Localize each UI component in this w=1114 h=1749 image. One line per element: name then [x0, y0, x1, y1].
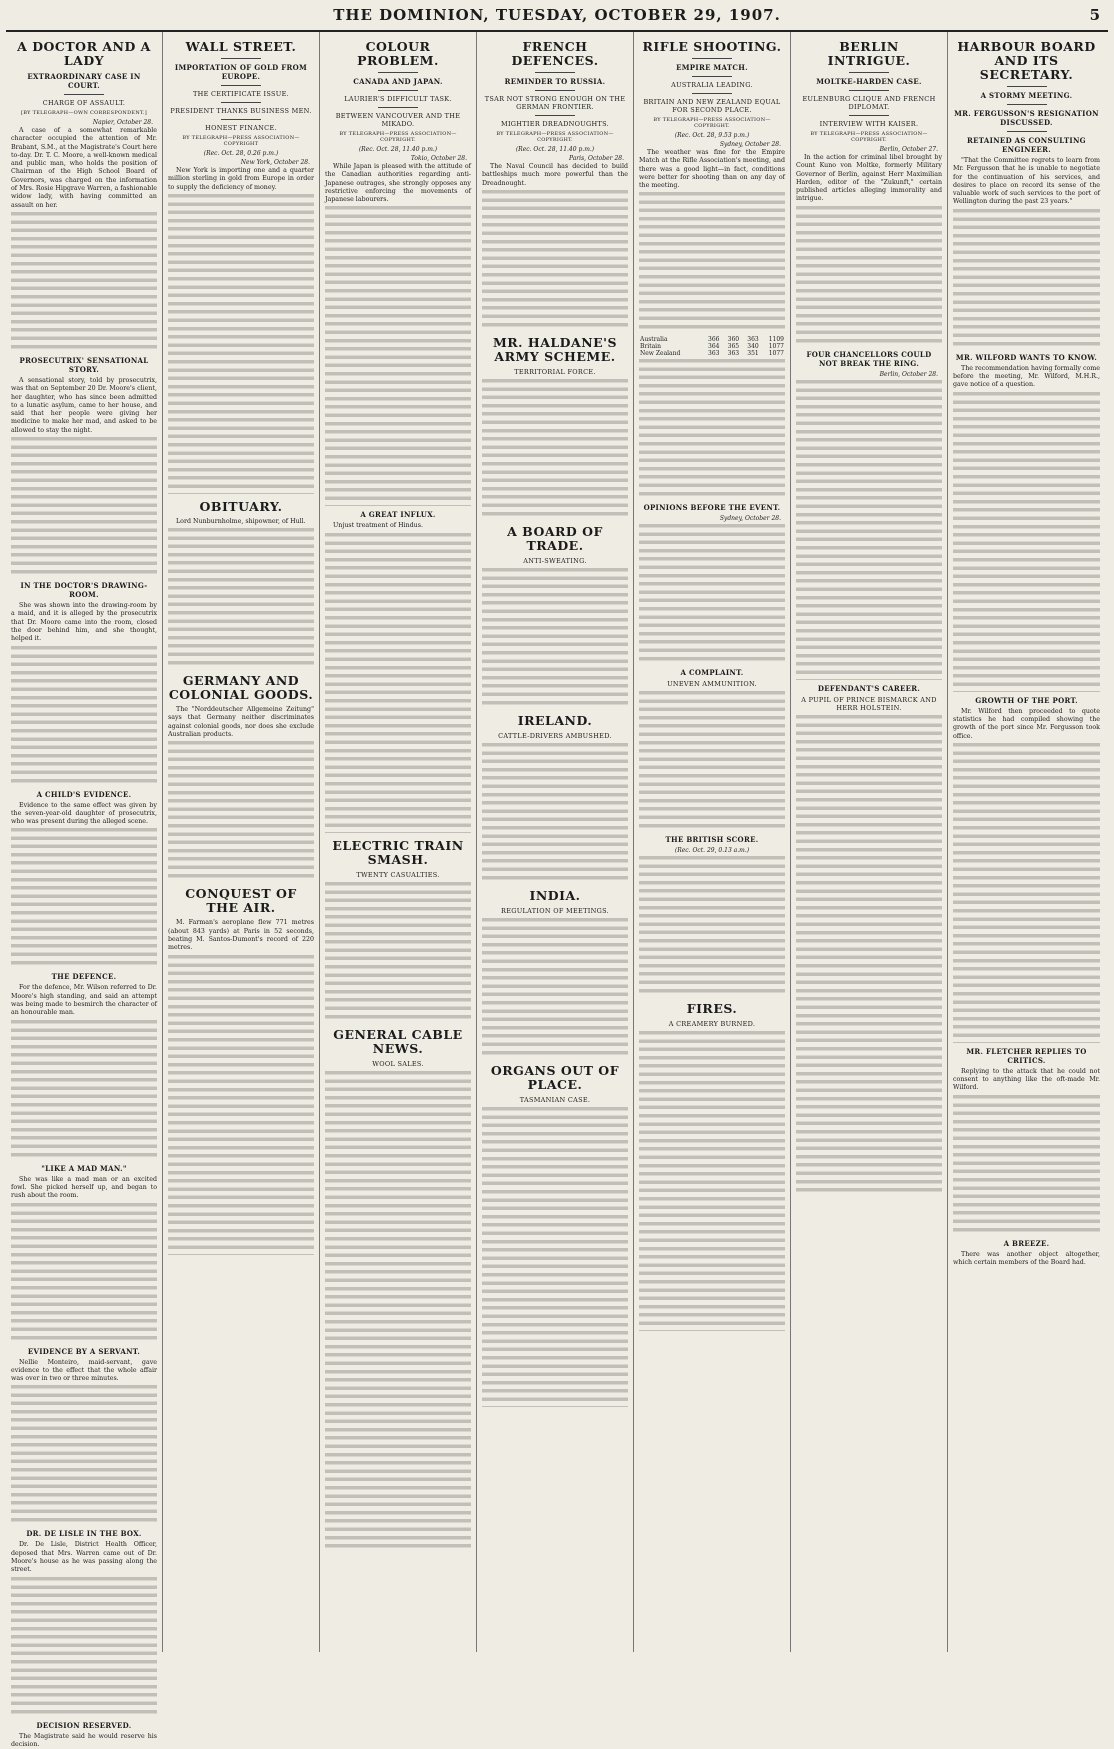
section-title: A BREEZE.: [1003, 1238, 1050, 1248]
scores-table: [639, 336, 785, 357]
score-cell: 363: [747, 336, 759, 344]
deck: THE CERTIFICATE ISSUE.: [192, 90, 289, 98]
credit-line: BY TELEGRAPH—PRESS ASSOCIATION—COPYRIGHT.: [810, 131, 928, 143]
section-title: GERMANY AND COLONIAL GOODS.: [168, 673, 314, 703]
deck: INTERVIEW WITH KAISER.: [819, 120, 919, 128]
score-cell: 363: [727, 350, 740, 358]
column-harbour-board: [948, 32, 1105, 1652]
deck: BRITAIN AND NEW ZEALAND EQUAL FOR SECOND PLACE.: [643, 98, 781, 114]
section-text: ANTI-SWEATING.: [523, 556, 587, 565]
section-title: DEFENDANT'S CAREER.: [817, 683, 921, 693]
table-row: [639, 336, 785, 343]
headline: HARBOUR BOARD AND ITS SECRETARY.: [957, 39, 1096, 82]
headline: BERLIN INTRIGUE.: [827, 39, 911, 68]
section-title: ORGANS OUT OF PLACE.: [490, 1062, 620, 1092]
credit-line: BY TELEGRAPH—PRESS ASSOCIATION—COPYRIGHT.: [496, 131, 614, 143]
team-name: Australia: [640, 336, 668, 344]
headline: FRENCH DEFENCES.: [511, 39, 599, 68]
deck: CHARGE OF ASSAULT.: [42, 99, 126, 107]
score-cell: 360: [727, 336, 740, 344]
deck: AUSTRALIA LEADING.: [671, 81, 753, 89]
team-name: Britain: [640, 343, 661, 351]
received-line: (Rec. Oct. 28, 11.40 p.m.): [515, 146, 595, 153]
section-title: A BOARD OF TRADE.: [507, 523, 603, 553]
received-line: (Rec. Oct. 28, 9.53 p.m.): [674, 132, 750, 139]
deck: MIGHTIER DREADNOUGHTS.: [500, 120, 610, 128]
section-title: MR. FLETCHER REPLIES TO CRITICS.: [966, 1046, 1087, 1065]
section-title: OBITUARY.: [199, 498, 283, 514]
article-lead: New York is importing one and a quarter million sterling in gold from Europe in order to supply the deficiency of money.: [168, 167, 314, 191]
team-name: New Zealand: [640, 350, 681, 358]
column-berlin-intrigue: [791, 32, 948, 1652]
section-text: TASMANIAN CASE.: [519, 1095, 591, 1104]
deck: LAURIER'S DIFFICULT TASK.: [344, 95, 452, 103]
table-row: [639, 343, 785, 350]
score-cell: 365: [727, 343, 740, 351]
received-line: (Rec. Oct. 28, 0.26 p.m.): [203, 150, 279, 157]
masthead-title: THE DOMINION, TUESDAY, OCTOBER 29, 1907.: [333, 6, 781, 24]
subheadline: IMPORTATION OF GOLD FROM EUROPE.: [174, 63, 308, 81]
section-title: GROWTH OF THE PORT.: [975, 695, 1078, 705]
received-line: (Rec. Oct. 28, 11.40 p.m.): [358, 146, 438, 153]
section-title: FOUR CHANCELLORS COULD NOT BREAK THE RING.: [806, 349, 932, 368]
page-number: 5: [1089, 6, 1100, 24]
headline: A DOCTOR AND A LADY: [17, 39, 151, 68]
section-title: THE BRITISH SCORE.: [665, 835, 759, 845]
section-text: Replying to the attack that he could not consent to anything like the oft-made Mr. Wilford.: [953, 1067, 1100, 1092]
deck: BETWEEN VANCOUVER AND THE MIKADO.: [335, 112, 461, 128]
section-title: A GREAT INFLUX.: [360, 510, 436, 520]
section-text: WOOL SALES.: [372, 1059, 424, 1068]
score-total: 1109: [768, 336, 784, 344]
section-text: The "Norddeutscher Allgemeine Zeitung" says that Germany neither discriminates against colonial goods, nor does she exclude Australian products.: [168, 706, 314, 739]
deck: PRESIDENT THANKS BUSINESS MEN.: [170, 107, 312, 115]
section-text: She was like a mad man or an excited fowl. She picked herself up, and began to rush about the room.: [11, 1175, 157, 1200]
section-text: The recommendation having formally come before the meeting, Mr. Wilford, M.H.R., gave notice of a question.: [953, 364, 1100, 389]
dateline: Paris, October 28.: [568, 155, 624, 162]
score-cell: 366: [708, 336, 720, 344]
section-title: DECISION RESERVED.: [36, 1720, 132, 1730]
section-title: PROSECUTRIX' SENSATIONAL STORY.: [19, 355, 149, 374]
section-text: Evidence to the same effect was given by the seven-year-old daughter of prosecutrix, who was present during the alleged scene.: [11, 801, 157, 826]
section-text: UNEVEN AMMUNITION.: [667, 680, 757, 689]
section-title: INDIA.: [529, 887, 581, 903]
subheadline: CANADA AND JAPAN.: [353, 77, 443, 86]
section-title: "LIKE A MAD MAN.": [41, 1163, 127, 1173]
section-text: Mr. Wilford then proceeded to quote statistics he had compiled showing the growth of the port since Mr. Fergusson took office.: [953, 707, 1100, 740]
deck: HONEST FINANCE.: [205, 124, 277, 132]
section-text: REGULATION OF MEETINGS.: [501, 906, 609, 915]
credit-line: BY TELEGRAPH—PRESS ASSOCIATION—COPYRIGHT.: [653, 117, 771, 129]
section-title: FIRES.: [686, 1001, 738, 1017]
section-title: DR. DE LISLE IN THE BOX.: [26, 1529, 142, 1539]
article-lead: In the action for criminal libel brought by Count Kuno von Moltke, formerly Military Governor of Berlin, against Herr Maximilian Harden, editor of the "Zukunft," certain published articles alleging immorality and intrigue.: [796, 154, 942, 203]
column-rifle-shooting: [634, 32, 791, 1652]
section-title: MR. HALDANE'S ARMY SCHEME.: [492, 334, 618, 364]
article-lead: A case of a somewhat remarkable character occupied the attention of Mr. Brabant, S.M., at the Magistrate's Court here to-day. Dr. T. C. Moore, a well-known medical and public man, who holds the position of Chairman of the High School Board of Governors, was charged on the information of Mrs. Rosie Hipgrave Warren, a fashionable widow lady, with having committed an assault on her.: [11, 127, 157, 209]
article-lead: The weather was fine for the Empire Match at the Rifle Association's meeting, and there was a good light—in fact, conditions were better for shooting than on any day of the meeting.: [639, 149, 785, 190]
section-title: CONQUEST OF THE AIR.: [185, 886, 297, 916]
credit-line: [BY TELEGRAPH—OWN CORRESPONDENT.]: [20, 110, 148, 116]
table-row: [639, 350, 785, 357]
deck: EULENBURG CLIQUE AND FRENCH DIPLOMAT.: [802, 95, 936, 111]
section-text: A sensational story, told by prosecutrix, was that on September 20 Dr. Moore's client, her daughter, who has since been admitted to a lunatic asylum, came to her house, and said that her people were giving her medicine to make her mad, and asked to be allowed to stay the night.: [11, 376, 157, 434]
section-title: GENERAL CABLE NEWS.: [333, 1026, 463, 1056]
dateline: Berlin, October 27.: [879, 146, 938, 153]
section-text: A PUPIL OF PRINCE BISMARCK AND HERR HOLSTEIN.: [801, 695, 937, 712]
section-text: (Rec. Oct. 29, 0.13 a.m.): [674, 847, 750, 855]
section-text: A CREAMERY BURNED.: [668, 1020, 756, 1029]
section-title: A CHILD'S EVIDENCE.: [36, 789, 132, 799]
headline: COLOUR PROBLEM.: [357, 39, 439, 68]
section-title: EVIDENCE BY A SERVANT.: [27, 1346, 141, 1356]
article-lead: While Japan is pleased with the attitude of the Canadian authorities regarding anti-Japanese outrages, she strongly opposes any restrictive enforcing the movements of Japanese labourers.: [325, 163, 471, 204]
section-text: Lord Nunburnholme, shipowner, of Hull.: [176, 517, 306, 525]
dateline: Napier, October 28.: [92, 119, 153, 126]
subheadline: A STORMY MEETING.: [980, 91, 1073, 100]
score-total: 1077: [768, 343, 784, 351]
article-lead: "That the Committee regrets to learn from Mr. Fergusson that he is unable to negotiate for the continuation of his services, and desires to place on record its sense of the valuable work of such services to the port of Wellington during the past 23 years.": [953, 157, 1100, 206]
subheadline: EXTRAORDINARY CASE IN COURT.: [27, 72, 141, 90]
column-doctor-lady: [6, 32, 163, 1748]
headline: WALL STREET.: [185, 39, 297, 54]
score-cell: 340: [747, 343, 759, 351]
column-colour-problem: [320, 32, 477, 1652]
dateline: Sydney, October 28.: [719, 141, 781, 148]
headline: RIFLE SHOOTING.: [642, 39, 782, 54]
section-text: M. Farman's aeroplane flew 771 metres (about 843 yards) at Paris in 52 seconds, beating M. Santos-Dumont's record of 220 metres.: [168, 919, 314, 952]
score-total: 1077: [768, 350, 784, 358]
credit-line: BY TELEGRAPH—PRESS ASSOCIATION—COPYRIGHT.: [339, 131, 457, 143]
score-cell: 363: [708, 350, 720, 358]
section-title: ELECTRIC TRAIN SMASH.: [332, 837, 464, 867]
section-text: Dr. De Lisle, District Health Officer, deposed that Mrs. Warren came out of Dr. Moore's house as he was passing along the street.: [11, 1541, 157, 1574]
score-cell: 351: [747, 350, 759, 358]
subheadline: REMINDER TO RUSSIA.: [504, 77, 606, 86]
section-title: OPINIONS BEFORE THE EVENT.: [643, 503, 781, 513]
section-text: The Magistrate said he would reserve his decision.: [11, 1732, 157, 1748]
section-text: TWENTY CASUALTIES.: [356, 870, 440, 879]
section-text: For the defence, Mr. Wilson referred to Dr. Moore's high standing, and said an attempt was being made to besmirch the character of an honourable man.: [11, 984, 157, 1017]
column-french-defences: [477, 32, 634, 1652]
dateline: Tokio, October 28.: [410, 155, 467, 162]
deck: TSAR NOT STRONG ENOUGH ON THE GERMAN FRONTIER.: [484, 95, 626, 111]
column-wall-street: [163, 32, 320, 1652]
section-title: IRELAND.: [517, 712, 593, 728]
article-lead: The Naval Council has decided to build battleships much more powerful than the Dreadnought.: [482, 163, 628, 187]
dateline: New York, October 28.: [240, 159, 310, 166]
section-text: She was shown into the drawing-room by a maid, and it is alleged by the prosecutrix that Dr. Moore came into the room, closed the door behind him, and she thought, helped it.: [11, 602, 157, 643]
subheadline: EMPIRE MATCH.: [676, 63, 748, 72]
score-cell: 364: [708, 343, 720, 351]
section-text: CATTLE-DRIVERS AMBUSHED.: [498, 731, 612, 740]
section-title: THE DEFENCE.: [51, 972, 117, 982]
columns: [6, 32, 1108, 1748]
credit-line: BY TELEGRAPH—PRESS ASSOCIATION—COPYRIGHT: [182, 135, 300, 147]
section-title: A COMPLAINT.: [680, 668, 744, 678]
masthead: [6, 0, 1108, 32]
section-text: Nellie Monteiro, maid-servant, gave evidence to the effect that the whole affair was over in two or three minutes.: [11, 1358, 157, 1383]
section-text: TERRITORIAL FORCE.: [514, 367, 596, 376]
section-text: There was another object altogether, which certain members of the Board had.: [953, 1250, 1100, 1267]
subheadline: MOLTKE-HARDEN CASE.: [816, 77, 922, 86]
section-text: Unjust treatment of Hindus.: [333, 522, 423, 530]
section-text: Sydney, October 28.: [719, 515, 781, 523]
deck: RETAINED AS CONSULTING ENGINEER.: [967, 136, 1086, 154]
section-title: MR. WILFORD WANTS TO KNOW.: [955, 352, 1098, 362]
deck: MR. FERGUSSON'S RESIGNATION DISCUSSED.: [954, 109, 1099, 127]
section-text: Berlin, October 28.: [879, 370, 938, 378]
section-title: IN THE DOCTOR'S DRAWING-ROOM.: [20, 581, 148, 600]
